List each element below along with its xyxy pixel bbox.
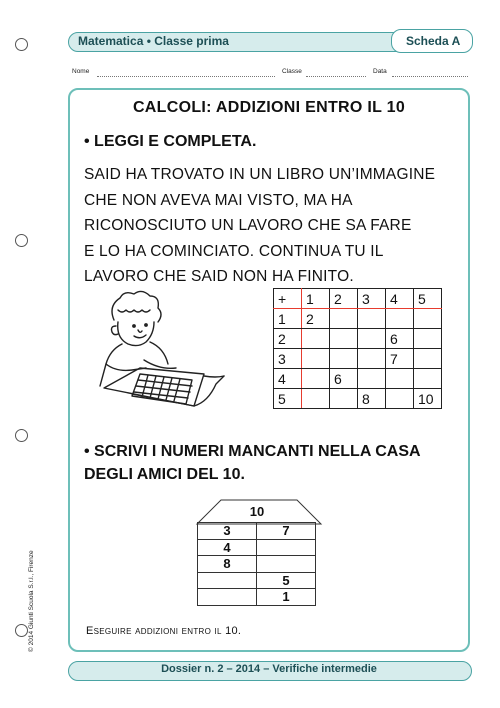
instruction-line: SAID HA TROVATO IN UN LIBRO UN’IMMAGINE xyxy=(84,166,436,183)
date-label: Data xyxy=(373,68,387,75)
table-row xyxy=(198,539,316,556)
class-field[interactable] xyxy=(306,76,366,77)
house-cell: 7 xyxy=(257,523,316,540)
instructions-text xyxy=(84,162,464,290)
table-cell[interactable] xyxy=(414,349,442,369)
table-cell: 4 xyxy=(274,369,302,389)
table-row xyxy=(274,369,442,389)
table-cell: 1 xyxy=(302,289,330,309)
table-cell: 2 xyxy=(274,329,302,349)
table-cell[interactable] xyxy=(386,369,414,389)
table-cell[interactable] xyxy=(414,309,442,329)
table-cell: 5 xyxy=(274,389,302,409)
table-cell: 2 xyxy=(330,289,358,309)
table-cell[interactable] xyxy=(414,329,442,349)
house-cell: 1 xyxy=(257,589,316,606)
table-row xyxy=(274,329,442,349)
table-cell[interactable] xyxy=(358,349,386,369)
table-cell[interactable] xyxy=(386,389,414,409)
table-cell[interactable] xyxy=(330,349,358,369)
friends-of-ten-house xyxy=(197,522,316,606)
section1-heading: • LEGGI E COMPLETA. xyxy=(84,133,257,150)
house-cell[interactable] xyxy=(257,556,316,573)
table-row xyxy=(198,589,316,606)
table-cell[interactable]: 10 xyxy=(414,389,442,409)
table-cell: 5 xyxy=(414,289,442,309)
table-row xyxy=(274,389,442,409)
table-row xyxy=(198,572,316,589)
table-cell[interactable] xyxy=(414,369,442,389)
copyright-text: © 2014 Giunti Scuola S.r.l., Firenze xyxy=(28,550,35,652)
house-cell[interactable] xyxy=(198,589,257,606)
house-cell: 4 xyxy=(198,539,257,556)
house-cell: 3 xyxy=(198,523,257,540)
section2-heading: • SCRIVI I NUMERI MANCANTI NELLA CASA xyxy=(84,443,421,460)
table-cell: 4 xyxy=(386,289,414,309)
footer-label: Dossier n. 2 – 2014 – Verifiche intermedie xyxy=(161,663,377,675)
instruction-line: E LO HA COMINCIATO. CONTINUA TU IL xyxy=(84,242,384,260)
table-cell[interactable]: 6 xyxy=(330,369,358,389)
table-cell[interactable] xyxy=(358,309,386,329)
table-row xyxy=(198,556,316,573)
table-cell[interactable] xyxy=(302,329,330,349)
table-cell[interactable]: 8 xyxy=(358,389,386,409)
table-cell[interactable]: 7 xyxy=(386,349,414,369)
class-label: Classe xyxy=(282,68,302,75)
objective-note: Eseguire addizioni entro il 10. xyxy=(86,625,242,637)
table-cell[interactable]: 2 xyxy=(302,309,330,329)
boy-reading-illustration xyxy=(92,290,252,420)
table-cell: 3 xyxy=(274,349,302,369)
table-cell: + xyxy=(274,289,302,309)
table-cell[interactable] xyxy=(302,389,330,409)
table-cell[interactable]: 6 xyxy=(386,329,414,349)
house-cell[interactable] xyxy=(257,539,316,556)
name-label: Nome xyxy=(72,68,90,75)
table-row xyxy=(274,289,442,309)
house-cell: 5 xyxy=(257,572,316,589)
date-field[interactable] xyxy=(392,76,468,77)
section2-heading-line2: DEGLI AMICI DEL 10. xyxy=(84,466,245,483)
table-row xyxy=(274,309,442,329)
table-cell[interactable] xyxy=(330,309,358,329)
addition-table xyxy=(273,288,442,409)
binder-hole xyxy=(15,429,28,442)
house-roof-number: 10 xyxy=(249,504,265,519)
table-cell[interactable] xyxy=(330,389,358,409)
table-row xyxy=(198,523,316,540)
table-cell[interactable] xyxy=(358,329,386,349)
binder-hole xyxy=(15,624,28,637)
name-field[interactable] xyxy=(97,76,275,77)
binder-hole xyxy=(15,38,28,51)
table-cell[interactable] xyxy=(330,329,358,349)
table-cell[interactable] xyxy=(358,369,386,389)
worksheet-title: CALCOLI: ADDIZIONI ENTRO IL 10 xyxy=(132,99,406,116)
table-row xyxy=(274,349,442,369)
sheet-tab-label: Scheda A xyxy=(406,34,461,48)
house-cell: 8 xyxy=(198,556,257,573)
table-cell: 1 xyxy=(274,309,302,329)
table-cell: 3 xyxy=(358,289,386,309)
house-cell[interactable] xyxy=(198,572,257,589)
table-cell[interactable] xyxy=(302,369,330,389)
table-cell[interactable] xyxy=(386,309,414,329)
header-title: Matematica • Classe prima xyxy=(78,34,229,48)
binder-hole xyxy=(15,234,28,247)
table-cell[interactable] xyxy=(302,349,330,369)
instruction-line: LAVORO CHE SAID NON HA FINITO. xyxy=(84,268,354,285)
instruction-line: RICONOSCIUTO UN LAVORO CHE SA FARE xyxy=(84,217,412,234)
instruction-line: CHE NON AVEVA MAI VISTO, MA HA xyxy=(84,191,353,209)
